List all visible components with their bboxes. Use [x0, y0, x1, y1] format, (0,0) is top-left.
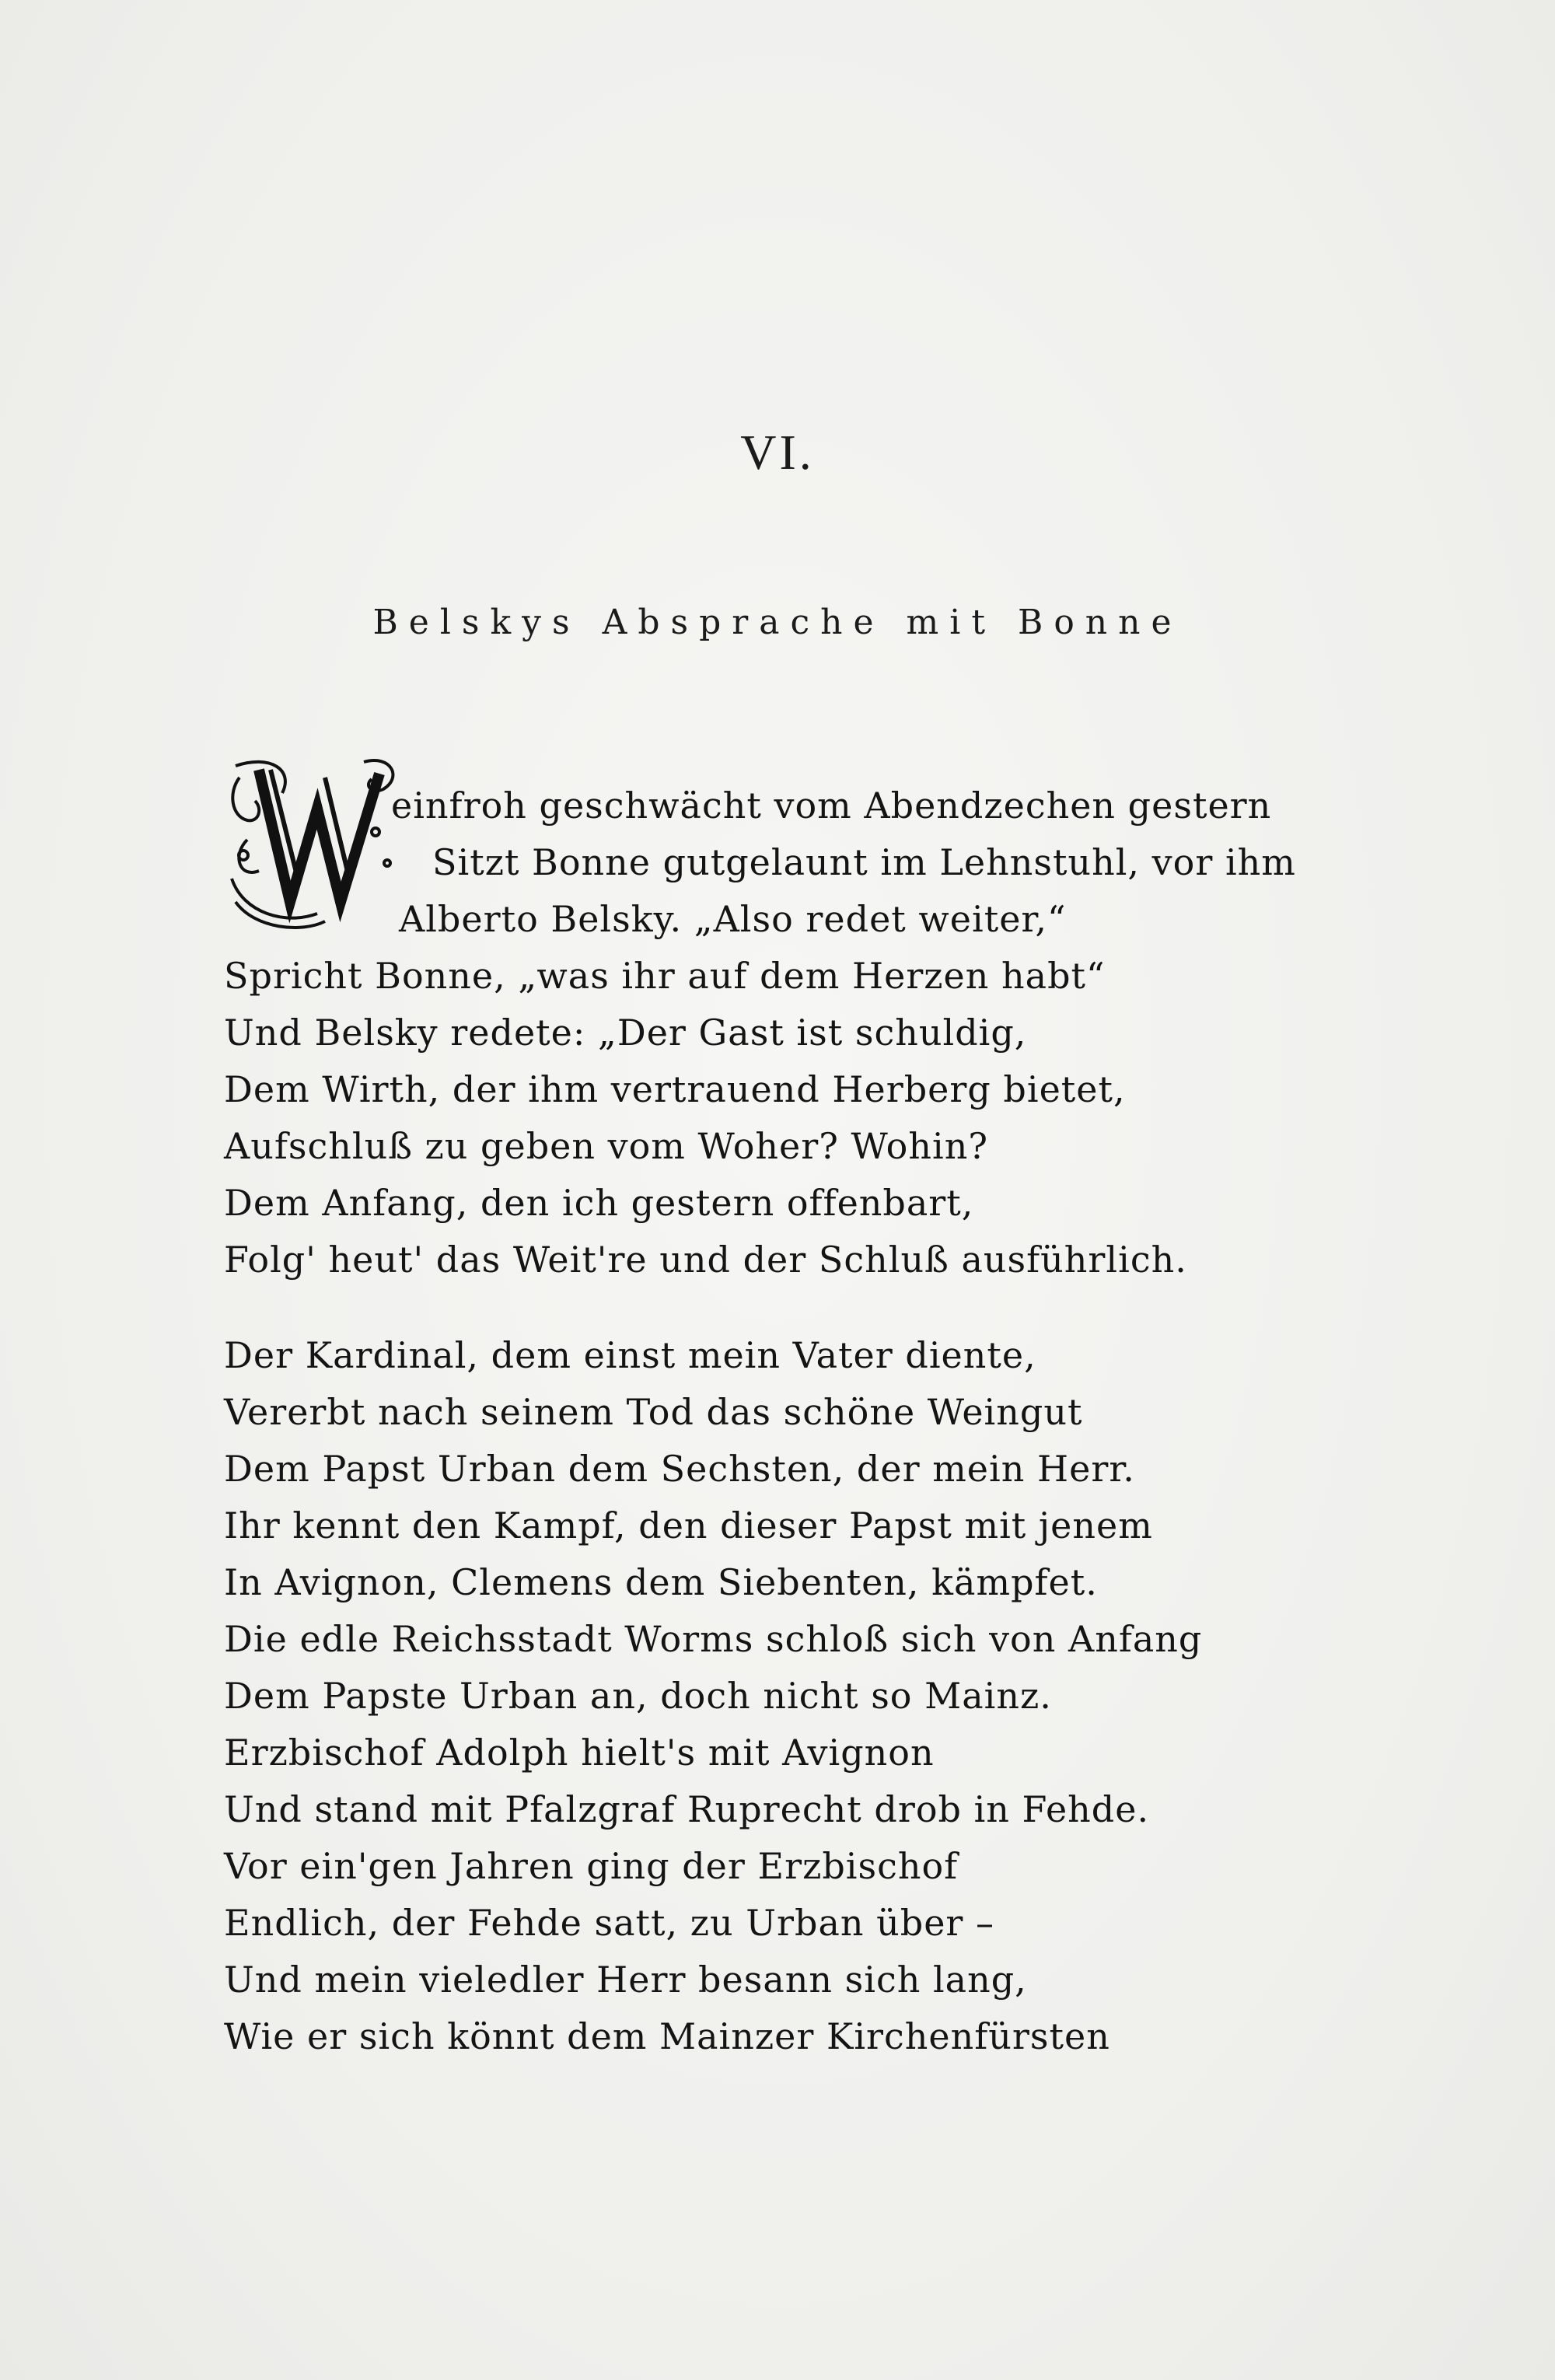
- verse-line: In Avignon, Clemens dem Siebenten, kämpfet.: [224, 1561, 1098, 1603]
- verse-line: Dem Papste Urban an, doch nicht so Mainz.: [224, 1675, 1052, 1717]
- verse-line: Der Kardinal, dem einst mein Vater diente,: [224, 1334, 1036, 1376]
- verse-line: Und Belsky redete: „Der Gast ist schuldig,: [224, 1012, 1027, 1054]
- verse-line: Spricht Bonne, „was ihr auf dem Herzen habt“: [224, 955, 1106, 997]
- verse-line: Erzbischof Adolph hielt's mit Avignon: [224, 1732, 935, 1774]
- verse-line: Dem Anfang, den ich gestern offenbart,: [224, 1182, 974, 1224]
- verse-line: Wie er sich könnt dem Mainzer Kirchenfürsten: [224, 2015, 1110, 2057]
- chapter-number: VI.: [740, 425, 815, 480]
- stanza-2: [224, 1327, 1202, 2065]
- verse-line: Dem Papst Urban dem Sechsten, der mein Herr.: [224, 1448, 1135, 1490]
- verse-line: Vor ein'gen Jahren ging der Erzbischof: [224, 1845, 959, 1887]
- verse-line: Dem Wirth, der ihm vertrauend Herberg bietet,: [224, 1068, 1126, 1110]
- verse-line: Sitzt Bonne gutgelaunt im Lehnstuhl, vor ihm: [432, 841, 1296, 883]
- verse-line: Folg' heut' das Weit're und der Schluß ausführlich.: [224, 1239, 1187, 1281]
- verse-line: Und stand mit Pfalzgraf Ruprecht drob in Fehde.: [224, 1788, 1150, 1830]
- verse-line: Und mein vieledler Herr besann sich lang,: [224, 1959, 1027, 2001]
- verse-line: Aufschluß zu geben vom Woher? Wohin?: [224, 1125, 988, 1167]
- verse-line: Vererbt nach seinem Tod das schöne Weingut: [224, 1391, 1083, 1433]
- chapter-title: Belskys Absprache mit Bonne: [372, 603, 1183, 642]
- verse-line: einfroh geschwächt vom Abendzechen gestern: [391, 785, 1272, 827]
- stanza-1: [224, 778, 1296, 1288]
- verse-line: Alberto Belsky. „Also redet weiter,“: [399, 898, 1067, 940]
- verse-line: Die edle Reichsstadt Worms schloß sich von Anfang: [224, 1618, 1203, 1660]
- verse-line: Endlich, der Fehde satt, zu Urban über –: [224, 1902, 995, 1944]
- verse-line: Ihr kennt den Kampf, den dieser Papst mit jenem: [224, 1505, 1153, 1546]
